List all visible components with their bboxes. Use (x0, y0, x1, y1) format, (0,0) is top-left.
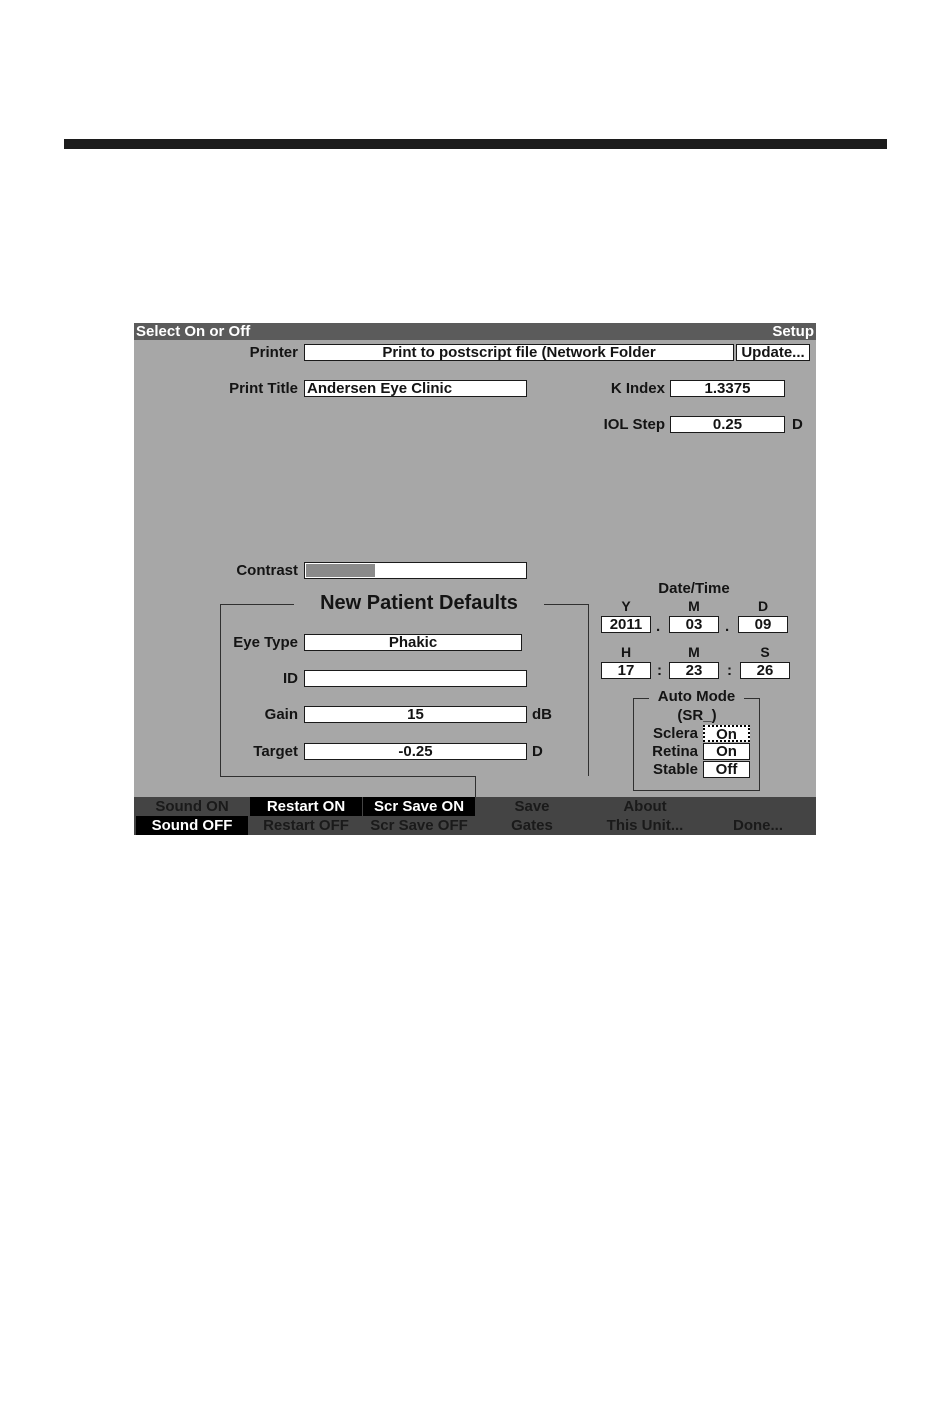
gain-unit: dB (532, 706, 552, 723)
status-text: Select On or Off (136, 323, 251, 340)
day-label: D (757, 598, 769, 614)
stable-label: Stable (652, 761, 698, 778)
id-field[interactable] (304, 670, 527, 687)
sclera-label: Sclera (652, 725, 698, 742)
sound-on-button[interactable]: Sound ON (155, 798, 229, 815)
printer-label: Printer (249, 344, 298, 361)
page-header-rule (64, 139, 887, 149)
k-index-label: K Index (610, 380, 665, 397)
scr-save-on-button[interactable]: Scr Save ON (363, 797, 475, 816)
print-title-label: Print Title (229, 380, 298, 397)
restart-off-button[interactable]: Restart OFF (263, 817, 349, 834)
datetime-title: Date/Time (658, 580, 730, 597)
minute-field[interactable]: 23 (669, 662, 719, 679)
second-label: S (760, 644, 770, 660)
new-patient-defaults-title: New Patient Defaults (294, 590, 544, 616)
date-separator-1: . (656, 618, 661, 635)
gain-label: Gain (264, 706, 298, 723)
contrast-slider[interactable] (304, 562, 527, 579)
target-field[interactable]: -0.25 (304, 743, 527, 760)
year-field[interactable]: 2011 (601, 616, 651, 633)
k-index-field[interactable]: 1.3375 (670, 380, 785, 397)
month-label: M (688, 598, 700, 614)
setup-screen (134, 323, 816, 835)
target-label: Target (253, 743, 298, 760)
eye-type-label: Eye Type (233, 634, 298, 651)
sclera-toggle[interactable]: On (703, 725, 750, 742)
year-label: Y (621, 598, 631, 614)
date-separator-2: . (725, 618, 730, 635)
print-title-field[interactable]: Andersen Eye Clinic (304, 380, 527, 397)
contrast-level-fill (306, 564, 375, 577)
time-separator-1: : (657, 662, 662, 679)
gain-field[interactable]: 15 (304, 706, 527, 723)
title-bar (134, 323, 816, 340)
hour-field[interactable]: 17 (601, 662, 651, 679)
iol-step-unit: D (792, 416, 803, 433)
second-field[interactable]: 26 (740, 662, 790, 679)
stable-toggle[interactable]: Off (703, 761, 750, 778)
save-gates-button-line1[interactable]: Save (514, 798, 550, 815)
done-button[interactable]: Done... (732, 817, 783, 834)
hour-label: H (620, 644, 632, 660)
screen-name: Setup (772, 323, 814, 340)
id-label: ID (283, 670, 298, 687)
iol-step-field[interactable]: 0.25 (670, 416, 785, 433)
printer-update-button[interactable]: Update... (736, 344, 810, 361)
target-unit: D (532, 743, 543, 760)
about-button-line2[interactable]: This Unit... (606, 817, 684, 834)
contrast-label: Contrast (236, 562, 298, 579)
time-separator-2: : (727, 662, 732, 679)
month-field[interactable]: 03 (669, 616, 719, 633)
group-border-notch (475, 776, 590, 797)
scr-save-off-button[interactable]: Scr Save OFF (370, 817, 468, 834)
iol-step-label: IOL Step (603, 416, 665, 433)
auto-mode-title: Auto Mode (649, 688, 744, 706)
auto-mode-subtitle: (SR_) (677, 707, 717, 724)
retina-toggle[interactable]: On (703, 743, 750, 760)
minute-label: M (688, 644, 700, 660)
about-button-line1[interactable]: About (623, 798, 667, 815)
group-border-connector (475, 776, 476, 797)
save-gates-button-line2[interactable]: Gates (511, 817, 553, 834)
retina-label: Retina (652, 743, 698, 760)
softkey-bar (134, 797, 816, 835)
day-field[interactable]: 09 (738, 616, 788, 633)
sound-off-button[interactable]: Sound OFF (136, 816, 248, 835)
printer-field[interactable]: Print to postscript file (Network Folder (304, 344, 734, 361)
eye-type-select[interactable]: Phakic (304, 634, 522, 651)
restart-on-button[interactable]: Restart ON (250, 797, 362, 816)
